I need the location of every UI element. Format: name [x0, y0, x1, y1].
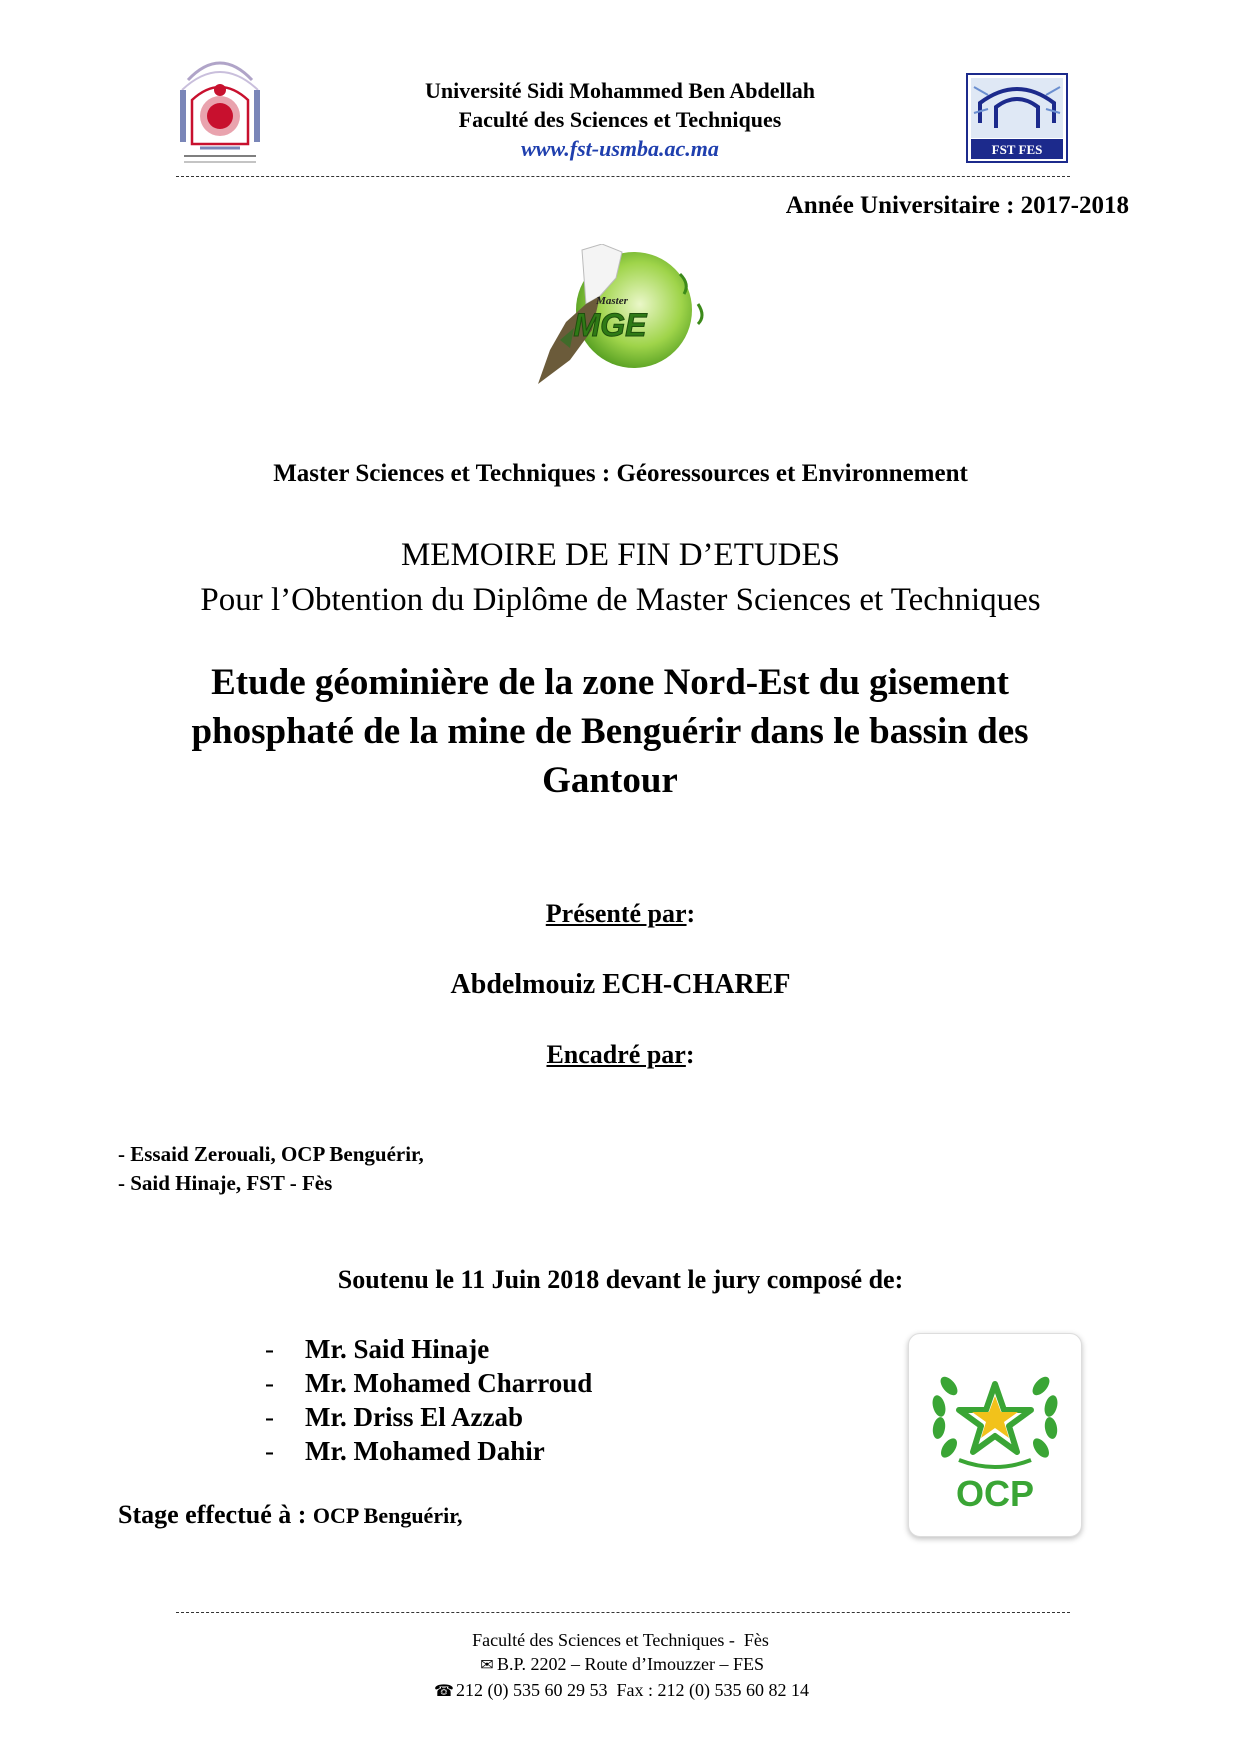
ocp-logo-text: OCP: [955, 1473, 1035, 1514]
jury-item: [265, 1366, 592, 1400]
ocp-logo: [909, 1334, 1081, 1536]
phone-icon: ☎: [434, 1683, 454, 1700]
supervisor-item: - Essaid Zerouali, OCP Benguérir,: [118, 1142, 424, 1166]
mge-logo-small-text: Master: [596, 295, 628, 307]
document-type-heading: MEMOIRE DE FIN D’ETUDES: [400, 537, 841, 573]
header-institution-block: [330, 76, 910, 163]
presented-by-label: Présenté par: [545, 899, 687, 928]
supervisors-list: [118, 1140, 424, 1198]
thesis-title: [100, 658, 1120, 805]
academic-year: Année Universitaire : 2017-2018: [785, 192, 1129, 219]
jury-member: Mr. Driss El Azzab: [305, 1402, 523, 1432]
jury-item: [265, 1400, 592, 1434]
master-program-line: Master Sciences et Techniques : Géoressources et Environnement: [273, 460, 968, 487]
footer-address: B.P. 2202 – Route d’Imouzzer – FES: [497, 1654, 764, 1674]
master-mge-logo: [530, 244, 716, 390]
author-name: Abdelmouiz ECH-CHAREF: [450, 969, 791, 1000]
supervised-by-heading: Encadré par:: [546, 1040, 695, 1069]
internship-line: [118, 1500, 462, 1530]
thesis-title-line-1: Etude géominière de la zone Nord-Est du gisement: [211, 662, 1009, 703]
thesis-title-line-3: Gantour: [542, 760, 678, 801]
header-divider: [176, 176, 1070, 177]
mail-icon: ✉: [480, 1657, 494, 1674]
faculty-website-link[interactable]: www.fst-usmba.ac.ma: [521, 136, 719, 161]
jury-item: [265, 1332, 592, 1366]
footer-divider: [176, 1612, 1070, 1613]
supervisor-item: - Said Hinaje, FST - Fès: [118, 1171, 333, 1195]
fst-fes-logo: [966, 73, 1068, 163]
mge-logo-big-text: MGE: [573, 307, 647, 343]
thesis-title-line-2: phosphaté de la mine de Benguérir dans le bassin des: [191, 711, 1029, 752]
internship-label: Stage effectué à :: [118, 1500, 313, 1529]
jury-member: Mr. Mohamed Charroud: [305, 1368, 593, 1398]
supervised-by-label: Encadré par: [546, 1040, 686, 1069]
footer-phone-row: [0, 1678, 1241, 1704]
faculty-name: Faculté des Sciences et Techniques: [458, 107, 782, 132]
ocp-logo-card: [908, 1333, 1082, 1537]
jury-member: Mr. Said Hinaje: [305, 1334, 490, 1364]
fst-logo-text: FST FES: [991, 142, 1043, 157]
jury-bullet: -: [265, 1334, 274, 1364]
university-emblem-logo: [170, 50, 270, 166]
jury-list: [265, 1332, 592, 1468]
defense-statement: Soutenu le 11 Juin 2018 devant le jury composé de:: [337, 1265, 904, 1294]
jury-bullet: -: [265, 1368, 274, 1398]
jury-member: Mr. Mohamed Dahir: [305, 1436, 545, 1466]
footer-phone-fax: 212 (0) 535 60 29 53 Fax : 212 (0) 535 60 82 14: [456, 1680, 809, 1700]
footer-contact-block: [0, 1628, 1241, 1704]
footer-faculty: Faculté des Sciences et Techniques - Fès: [472, 1630, 769, 1650]
jury-bullet: -: [265, 1436, 274, 1466]
presented-by-heading: Présenté par:: [545, 899, 696, 928]
jury-item: [265, 1434, 592, 1468]
internship-place: OCP Benguérir,: [312, 1503, 463, 1528]
footer-address-row: [0, 1652, 1241, 1678]
jury-bullet: -: [265, 1402, 274, 1432]
diploma-purpose-line: Pour l’Obtention du Diplôme de Master Sciences et Techniques: [200, 582, 1041, 618]
university-name: Université Sidi Mohammed Ben Abdellah: [425, 78, 815, 103]
